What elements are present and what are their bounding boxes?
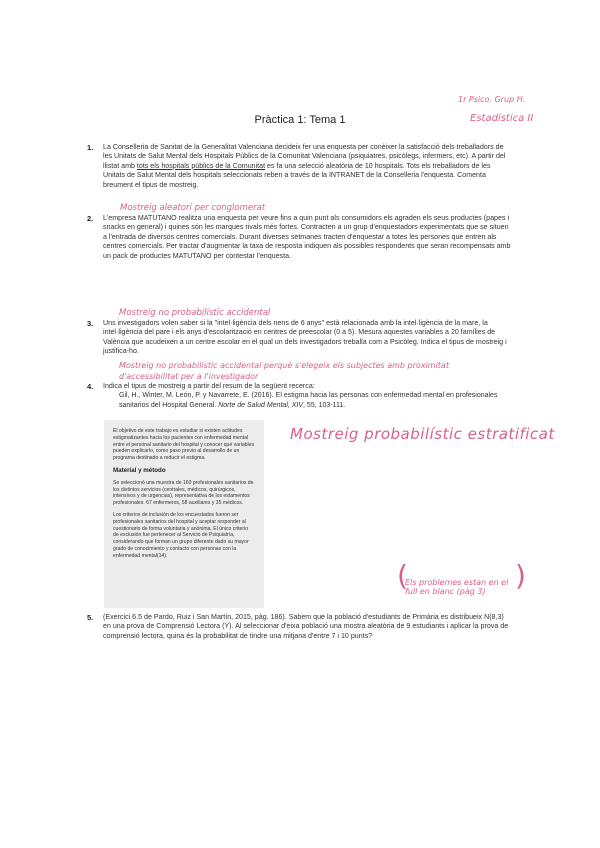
question-5 <box>87 613 513 641</box>
underlined-text: tots els hospitals públics de la Comunitat <box>136 161 266 170</box>
excerpt-paragraph-3: Los criterios de inclusión de los encuestados fueron ser profesionales sanitarios del hospital y aceptar responder al cuestionario de forma voluntaria y anónima. El único criterio de exclusión fue pertenecer al Servicio de Psiquiatría, considerando que forman un grupo diferente dado su mayor grado de conocimiento y contacto con personas con la enfermedad mental(14). <box>113 511 249 559</box>
excerpt-paragraph-2: Se seleccionó una muestra de 160 profesionales sanitarios de los distintos servicios (centrales, médicos, quirúrgicos, intensivos y de urgencias), representativa de los estamentos profesionales: 67 enfermeros, 58 auxiliares y 35 médicos. <box>113 479 254 507</box>
answer-annotation-2: Mostreig no probabilístic accidental <box>119 308 271 318</box>
course-group-annotation: 1r Psico. Grup H. <box>458 95 526 104</box>
question-2 <box>87 214 513 261</box>
reference-pages: , 55, 103-111. <box>303 401 346 409</box>
question-number: 4. <box>87 382 94 391</box>
question-text: Indica el tipus de mostreig a partir del resum de la següent recerca: <box>103 382 315 390</box>
open-paren: ( <box>397 559 408 592</box>
reference-authors: Gil, H., Winter, M. León, P. y Navarrete, E. (2016). El estigma hacia las personas con enfermedad mental en profesionales sanitarios del Hospital General. <box>119 392 498 409</box>
abstract-excerpt <box>104 420 264 608</box>
answer-annotation-3-line-1: Mostreig no probabilístic accidental perquè s'elegeix els subjectes amb proximitat <box>119 361 449 370</box>
question-number: 3. <box>87 319 94 328</box>
note-text: Els problemes estan en el full en blanc (pàg 3) <box>405 578 509 596</box>
question-text: La Conselleria de Sanitat de la Generalitat Valenciana decideix fer una enquesta per conèixer la satisfacció dels treballadors de les Unitats de Salut Mental dels Hospitals Públics de la Comunitat Valenciana (psiquiatres, psicòlegs, infermers, etc). A partir del llistat amb <box>103 143 506 170</box>
question-text: es fa una selecció aleatòria de 10 hospitals. Tots els treballadors de les Unitats de Salut Mental dels hospitals seleccionats reben a través de la INTRANET de la Conselleria l'enquesta. Comenta breument el tipus de mostreig. <box>103 161 491 189</box>
question-number: 1. <box>87 143 94 152</box>
question-text: Uns investigadors volen saber si la "intel·ligència dels nens de 6 anys" està relacionada amb la intel·ligència de la mare, la intel·ligència del pare i els anys d'escolarització en centres de preescolar (0 a 5). Mesura aquestes variables a 20 famílies de València que acudeixen a un centre escolar en el qual un dels investigadors treballa com a Psicòleg. Indica el tipus de mostreig i justifica-ho. <box>103 319 507 356</box>
answer-annotation-3-line-2: d'accessibilitat per a l'investigador <box>119 372 259 381</box>
question-text: (Exercici 6.5 de Pardo, Ruiz i San Martín, 2015, pàg. 186). Sabem que la població d'estudiants de Primària es distribueix N(8,3) en una prova de Comprensió Lectora (Y). Al seleccionar d'eixa població una mostra aleatòria de 9 estudiants i aplicar la prova de comprensió lectora, quina és la probabilitat de tindre una mitjana d'entre 7 i 10 punts? <box>103 613 509 640</box>
answer-annotation-1: Mostreig aleatori per conglomerat <box>120 203 266 213</box>
question-number: 2. <box>87 214 94 223</box>
page-title: Pràctica 1: Tema 1 <box>254 114 346 126</box>
answer-annotation-4: Mostreig probabilístic estratificat <box>290 425 555 443</box>
question-4 <box>87 382 513 391</box>
excerpt-paragraph-1: El objetivo de este trabajo es estudiar si existen actitudes estigmatizantes hacia los pacientes con enfermedad mental entre el personal sanitario del hospital y conocer qué variables pueden explicarlo, como paso previo al desarrollo de un programa destinado a reducir el estigma. <box>113 428 255 462</box>
reference-citation <box>119 391 519 410</box>
question-text: L'empresa MATUTANO realitza una enquesta per veure fins a quin punt als consumidors els agraden els seus productes (papes i snacks en general) i quines són les marques rivals més fortes. Contracten a un grup d'enquestadors experimentats que se situen a l'entrada de diversos centres comercials. Durant diverses setmanes tracten d'enquestar a totes les persones que entren als centres comercials. Per tractar d'augmentar la taxa de resposta indiquen als possibles respondents que seran recompensats amb un pack de productes MATUTANO per contestar l'enquesta. <box>103 214 511 260</box>
close-paren: ) <box>515 559 526 592</box>
question-number: 5. <box>87 613 94 622</box>
subject-annotation: Estadística II <box>470 113 534 124</box>
question-3 <box>87 319 513 357</box>
reference-journal: Norte de Salud Mental, XIV <box>218 401 304 409</box>
question-1 <box>87 143 513 190</box>
excerpt-heading: Material y método <box>113 466 166 474</box>
problems-note-annotation <box>397 559 526 596</box>
